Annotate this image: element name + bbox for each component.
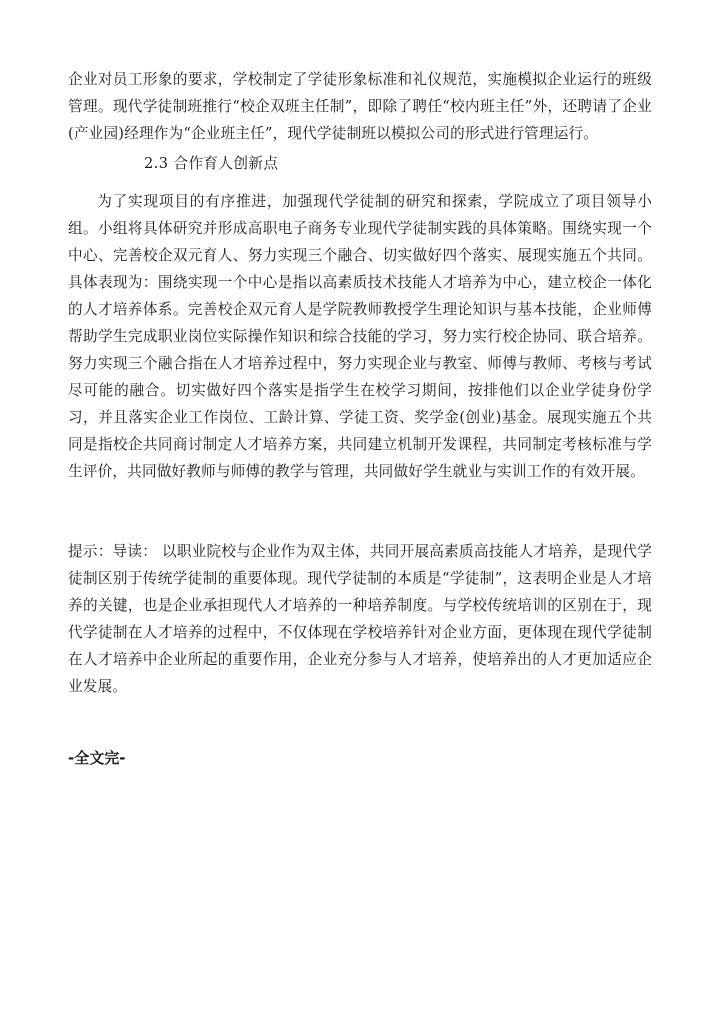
section-heading: 2.3 合作育人创新点 (144, 155, 279, 172)
body-paragraph: 为了实现项目的有序推进，加强现代学徒制的研究和探索，学院成立了项目领导小组。小组将具体研究并形成高职电子商务专业现代学徒制实践的具体策略。围绕实现一个中心、完善校企双元育人、努力实现三个融合、切实做好四个落实、展现实施五个共同。具体表现为：围绕实现一个中心是指以高素质技术技能人才培养为中心，建立校企一体化的人才培养体系。完善校企双元育人是学院教师教授学生理论知识与基本技能，企业师傅帮助学生完成职业岗位实际操作知识和综合技能的学习，努力实行校企协同、联合培养。努力实现三个融合指在人才培养过程中，努力实现企业与教室、师傅与教师、考核与考试尽可能的融合。切实做好四个落实是指学生在校学习期间，按排他们以企业学徒身份学习，并且落实企业工作岗位、工龄计算、学徒工资、奖学金(创业)基金。展现实施五个共同是指校企共同商讨制定人才培养方案，共同建立机制开发课程，共同制定考核标准与学生评价，共同做好教师与师傅的教学与管理，共同做好学生就业与实训工作的有效开展。 (68, 193, 652, 480)
tip-paragraph: 提示：导读： 以职业院校与企业作为双主体，共同开展高素质高技能人才培养，是现代学徒制区别于传统学徒制的重要体现。现代学徒制的本质是“学徒制”，这表明企业是人才培养的关键，也是企业承担现代人才培养的一种培养制度。与学校传统培训的区别在于，现代学徒制在人才培养的过程中，不仅体现在学校培养针对企业方面，更体现在现代学徒制在人才培养中企业所起的重要作用，企业充分参与人才培养，使培养出的人才更加适应企业发展。 (68, 543, 652, 695)
intro-paragraph: 企业对员工形象的要求，学校制定了学徒形象标准和礼仪规范，实施模拟企业运行的班级管理。现代学徒制班推行“校企双班主任制”，即除了聘任“校内班主任”外，还聘请了企业(产业园)经理作为“企业班主任”，现代学徒制班以模拟公司的形式进行管理运行。 (68, 71, 652, 142)
end-mark: -全文完- (68, 749, 126, 767)
